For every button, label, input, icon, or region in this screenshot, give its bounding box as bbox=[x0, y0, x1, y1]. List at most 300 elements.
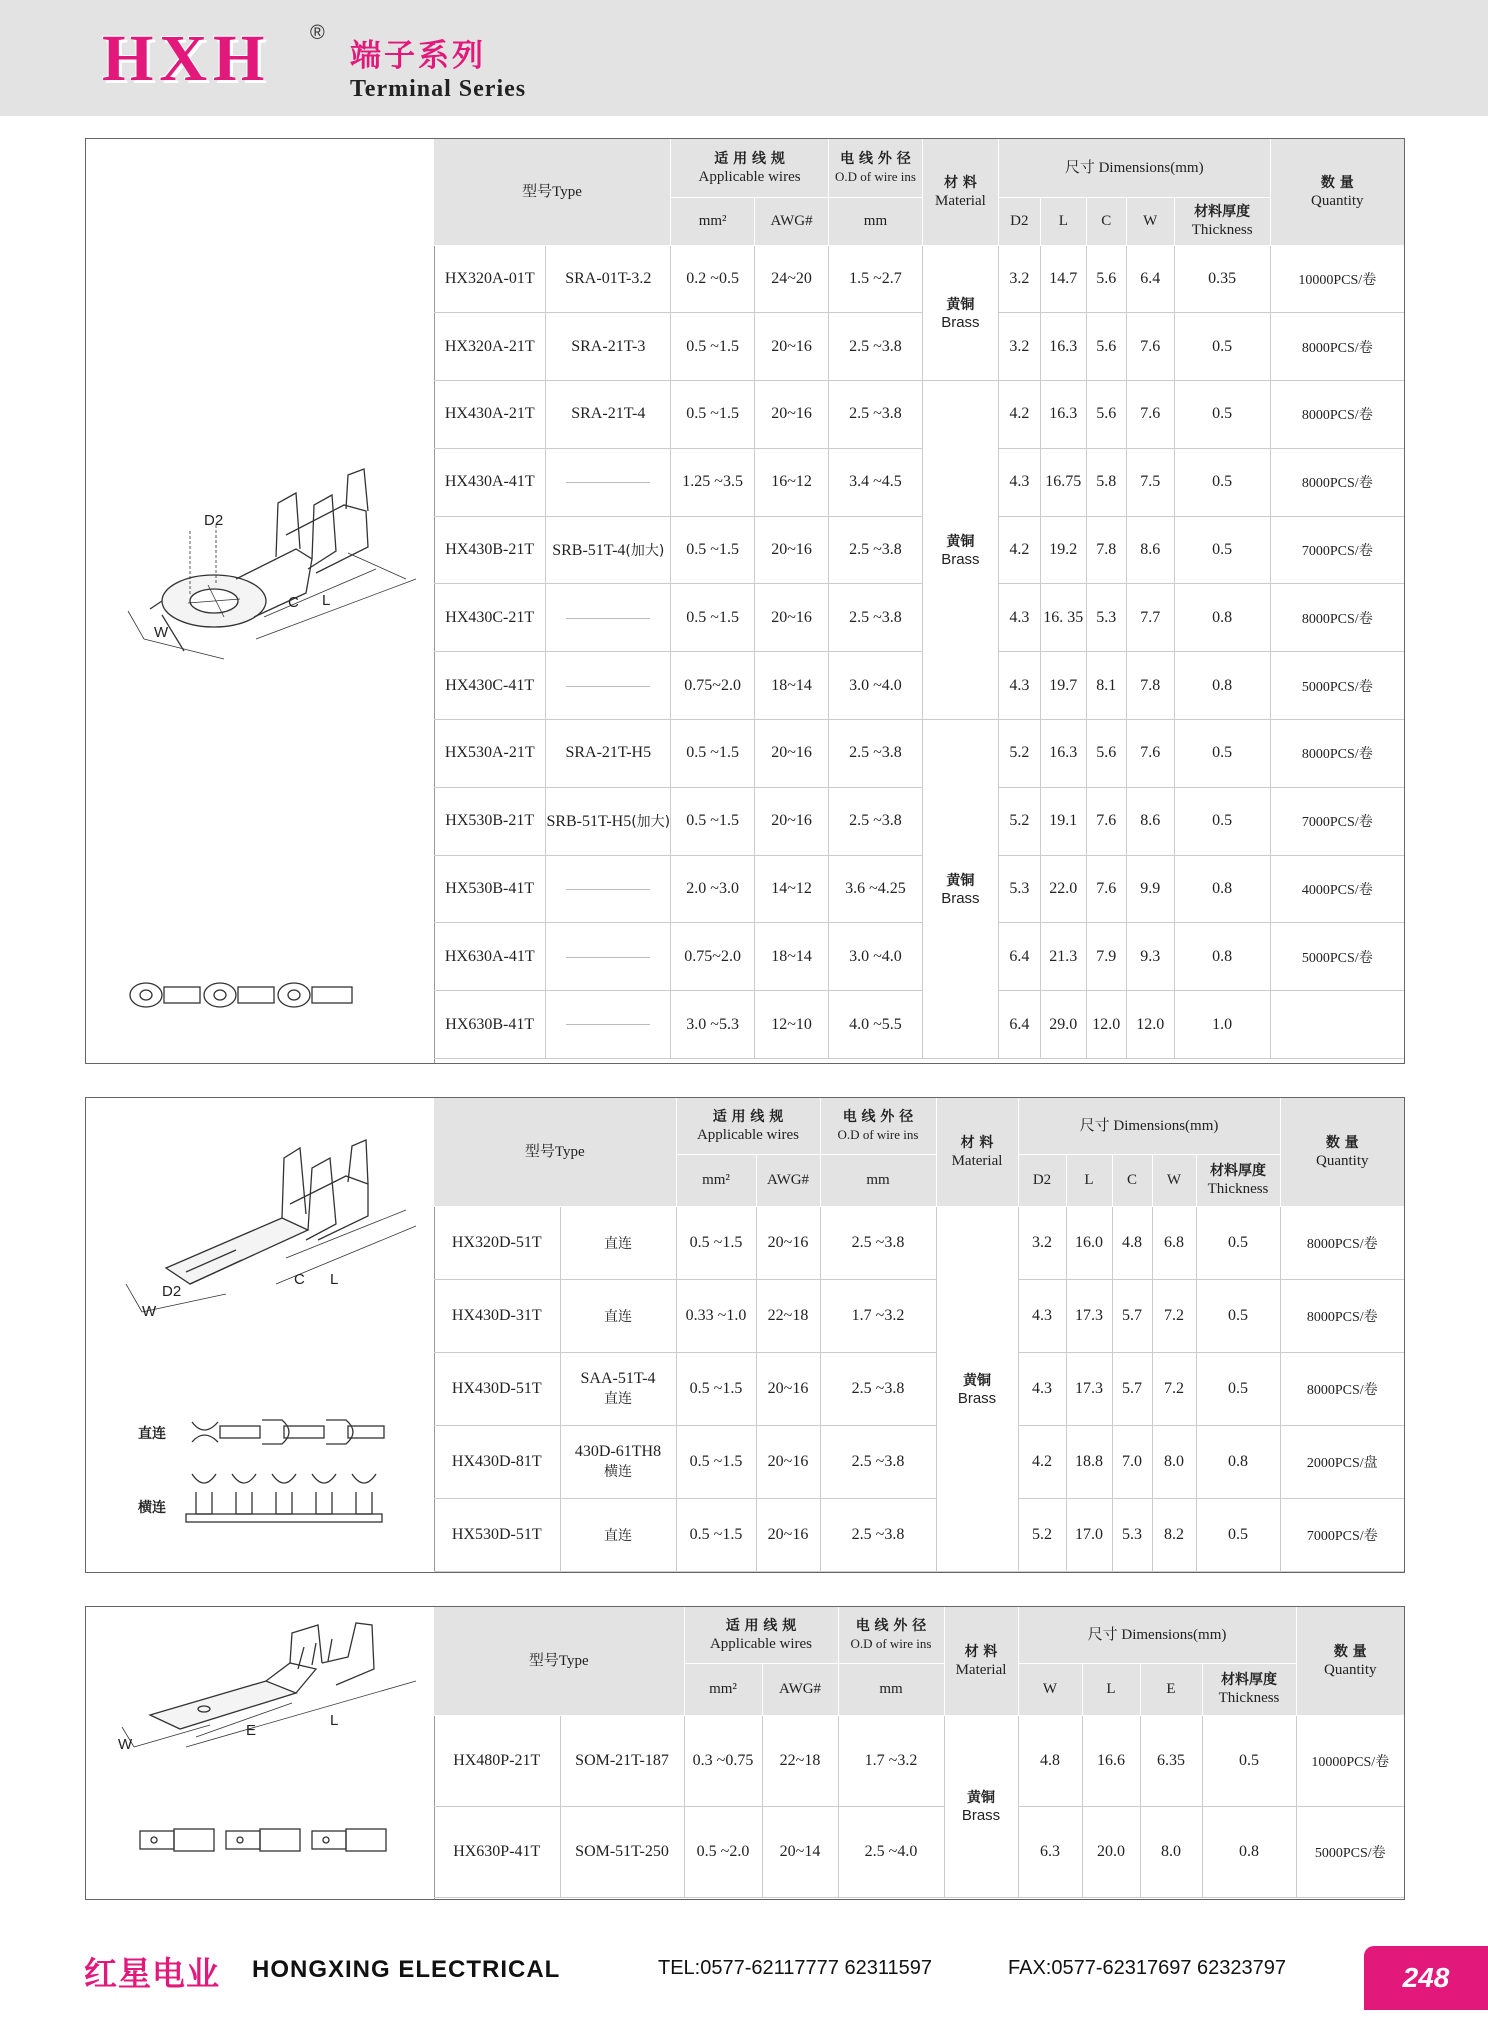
wire-mm2: 1.25 ~3.5 bbox=[671, 448, 755, 516]
wire-mm2: 0.5 ~2.0 bbox=[684, 1806, 762, 1897]
table-row bbox=[434, 720, 1404, 788]
wire-od: 1.5 ~2.7 bbox=[828, 245, 922, 313]
brass-cn: 黄铜 bbox=[946, 534, 975, 551]
series-title-en: Terminal Series bbox=[350, 76, 527, 102]
dim-thickness: 0.5 bbox=[1174, 313, 1270, 381]
col-w: W bbox=[1018, 1663, 1082, 1715]
cross-reference bbox=[546, 652, 671, 720]
dim-w: 7.2 bbox=[1152, 1352, 1196, 1425]
wire-awg: 14~12 bbox=[755, 855, 829, 923]
reference-code: SRB-51T-H5 bbox=[546, 813, 632, 831]
dim-l: 17.0 bbox=[1066, 1499, 1112, 1572]
dim-thickness: 0.8 bbox=[1174, 584, 1270, 652]
cross-reference bbox=[546, 991, 671, 1059]
col-mm: mm bbox=[828, 197, 922, 245]
dim-l: 19.1 bbox=[1040, 787, 1086, 855]
wire-mm2: 0.3 ~0.75 bbox=[684, 1715, 762, 1806]
company-name-cn: 红星电业 bbox=[84, 1954, 220, 1993]
dim-l: 20.0 bbox=[1082, 1806, 1140, 1897]
dim-w: 8.6 bbox=[1126, 787, 1174, 855]
cross-reference bbox=[560, 1499, 676, 1572]
table-row bbox=[434, 448, 1404, 516]
table-row bbox=[434, 787, 1404, 855]
model-number: HX430A-21T bbox=[434, 381, 546, 449]
dim-w: 6.4 bbox=[1126, 245, 1174, 313]
dim-thickness: 0.5 bbox=[1196, 1352, 1280, 1425]
table-row bbox=[434, 855, 1404, 923]
ring-terminal-table bbox=[434, 139, 1404, 1059]
reference-note: (加大) bbox=[625, 543, 665, 560]
quantity: 5000PCS/卷 bbox=[1296, 1806, 1404, 1897]
material-brass bbox=[936, 1206, 1018, 1572]
wire-mm2: 0.75~2.0 bbox=[671, 923, 755, 991]
col-mm2: mm² bbox=[684, 1663, 762, 1715]
model-number: HX530B-21T bbox=[434, 787, 546, 855]
wire-od: 2.5 ~3.8 bbox=[828, 720, 922, 788]
quantity: 8000PCS/卷 bbox=[1280, 1206, 1404, 1279]
quantity: 8000PCS/卷 bbox=[1280, 1279, 1404, 1352]
cross-reference bbox=[546, 923, 671, 991]
col-wires: 适 用 线 规 Applicable wires bbox=[684, 1607, 838, 1663]
brass-en: Brass bbox=[941, 551, 980, 569]
brass-en: Brass bbox=[957, 1389, 997, 1407]
model-number: HX320A-01T bbox=[434, 245, 546, 313]
reference-code: SOM-21T-187 bbox=[575, 1751, 669, 1769]
model-number: HX430D-81T bbox=[434, 1426, 560, 1499]
dim-l: 14.7 bbox=[1040, 245, 1086, 313]
wire-awg: 20~16 bbox=[755, 313, 829, 381]
dim-thickness: 0.8 bbox=[1174, 652, 1270, 720]
dim-l: 17.3 bbox=[1066, 1279, 1112, 1352]
col-w: W bbox=[1126, 197, 1174, 245]
col-type: 型号Type bbox=[434, 139, 671, 245]
table-row bbox=[434, 1352, 1404, 1425]
wire-mm2: 0.5 ~1.5 bbox=[671, 313, 755, 381]
wire-awg: 16~12 bbox=[755, 448, 829, 516]
empty-dash bbox=[566, 686, 650, 687]
wire-od: 3.6 ~4.25 bbox=[828, 855, 922, 923]
col-l: L bbox=[1082, 1663, 1140, 1715]
wire-mm2: 0.5 ~1.5 bbox=[676, 1206, 756, 1279]
dim-c: 7.6 bbox=[1086, 855, 1126, 923]
dim-thickness: 0.5 bbox=[1196, 1206, 1280, 1279]
brass-en: Brass bbox=[961, 1807, 1001, 1824]
quantity: 10000PCS/卷 bbox=[1296, 1715, 1404, 1806]
dim-d2: 4.3 bbox=[998, 652, 1040, 720]
dim-w: 7.7 bbox=[1126, 584, 1174, 652]
dim-label-d2: D2 bbox=[204, 512, 224, 529]
dim-d2: 4.3 bbox=[1018, 1279, 1066, 1352]
col-dimensions: 尺寸 Dimensions(mm) bbox=[1018, 1098, 1280, 1154]
dim-c: 12.0 bbox=[1086, 991, 1126, 1059]
material-brass bbox=[922, 720, 998, 1059]
dim-d2: 5.3 bbox=[998, 855, 1040, 923]
model-number: HX530D-51T bbox=[434, 1499, 560, 1572]
model-number: HX630B-41T bbox=[434, 991, 546, 1059]
col-thickness: 材料厚度 Thickness bbox=[1202, 1663, 1296, 1715]
cross-reference bbox=[560, 1352, 676, 1425]
dim-label-l: L bbox=[330, 1712, 339, 1729]
wire-awg: 20~16 bbox=[756, 1352, 820, 1425]
wire-awg: 20~16 bbox=[755, 381, 829, 449]
dim-c: 8.1 bbox=[1086, 652, 1126, 720]
reference-code: SRA-21T-H5 bbox=[565, 744, 652, 762]
dim-w: 7.6 bbox=[1126, 381, 1174, 449]
empty-dash bbox=[566, 957, 650, 958]
dim-l: 21.3 bbox=[1040, 923, 1086, 991]
cross-reference bbox=[546, 855, 671, 923]
reference-code: SRA-01T-3.2 bbox=[565, 269, 652, 287]
wire-awg: 18~14 bbox=[755, 652, 829, 720]
col-type: 型号Type bbox=[434, 1607, 684, 1715]
dim-thickness: 0.5 bbox=[1174, 720, 1270, 788]
cross-reference bbox=[546, 584, 671, 652]
brass-cn: 黄铜 bbox=[946, 873, 975, 890]
dim-label-c: C bbox=[294, 1271, 305, 1288]
dim-thickness: 0.5 bbox=[1202, 1715, 1296, 1806]
table-row bbox=[434, 313, 1404, 381]
table-row bbox=[434, 1206, 1404, 1279]
table-row bbox=[434, 516, 1404, 584]
brass-cn: 黄铜 bbox=[967, 1790, 995, 1806]
table-row bbox=[434, 652, 1404, 720]
col-wires: 适 用 线 规 Applicable wires bbox=[671, 139, 829, 197]
cross-reference bbox=[546, 381, 671, 449]
quantity: 7000PCS/卷 bbox=[1270, 787, 1404, 855]
wire-mm2: 0.2 ~0.5 bbox=[671, 245, 755, 313]
ring-terminal-panel bbox=[85, 138, 1405, 1064]
quantity: 2000PCS/盘 bbox=[1280, 1426, 1404, 1499]
col-dimensions: 尺寸 Dimensions(mm) bbox=[1018, 1607, 1296, 1663]
dim-label-l: L bbox=[330, 1271, 339, 1288]
cross-reference bbox=[560, 1426, 676, 1499]
col-dimensions: 尺寸 Dimensions(mm) bbox=[998, 139, 1270, 197]
wire-od: 2.5 ~3.8 bbox=[828, 787, 922, 855]
series-title-cn: 端子系列 bbox=[350, 38, 486, 74]
col-w: W bbox=[1152, 1154, 1196, 1206]
cross-reference bbox=[560, 1806, 684, 1897]
dim-c: 5.7 bbox=[1112, 1352, 1152, 1425]
brass-cn: 黄铜 bbox=[963, 1372, 991, 1389]
dim-d2: 4.3 bbox=[1018, 1352, 1066, 1425]
model-number: HX430B-21T bbox=[434, 516, 546, 584]
dim-label-e: E bbox=[246, 1722, 257, 1739]
dim-w: 6.8 bbox=[1152, 1206, 1196, 1279]
dim-w: 7.8 bbox=[1126, 652, 1174, 720]
dim-thickness: 0.35 bbox=[1174, 245, 1270, 313]
telephone: TEL:0577-62117777 62311597 bbox=[658, 1957, 932, 1979]
dim-c: 7.0 bbox=[1112, 1426, 1152, 1499]
col-awg: AWG# bbox=[756, 1154, 820, 1206]
dim-thickness: 1.0 bbox=[1174, 991, 1270, 1059]
wire-awg: 22~18 bbox=[756, 1279, 820, 1352]
model-number: HX430C-21T bbox=[434, 584, 546, 652]
wire-mm2: 0.5 ~1.5 bbox=[671, 720, 755, 788]
col-wires: 适 用 线 规 Applicable wires bbox=[676, 1098, 820, 1154]
dim-w: 7.2 bbox=[1152, 1279, 1196, 1352]
wire-mm2: 2.0 ~3.0 bbox=[671, 855, 755, 923]
wire-awg: 20~16 bbox=[755, 516, 829, 584]
dim-thickness: 0.8 bbox=[1174, 923, 1270, 991]
reference-code: SRA-21T-3 bbox=[571, 337, 646, 355]
dim-thickness: 0.8 bbox=[1174, 855, 1270, 923]
dim-l: 16.3 bbox=[1040, 313, 1086, 381]
dim-l: 16.3 bbox=[1040, 381, 1086, 449]
reference-note: 直连 bbox=[604, 1390, 632, 1407]
quantity: 8000PCS/卷 bbox=[1270, 381, 1404, 449]
page-header bbox=[0, 0, 1488, 116]
dim-c: 5.6 bbox=[1086, 720, 1126, 788]
dim-l: 22.0 bbox=[1040, 855, 1086, 923]
company-name-en: HONGXING ELECTRICAL bbox=[252, 1956, 561, 1983]
dim-thickness: 0.5 bbox=[1174, 381, 1270, 449]
model-number: HX530A-21T bbox=[434, 720, 546, 788]
fork-strip-straight bbox=[192, 1420, 384, 1444]
dim-l: 16.3 bbox=[1040, 720, 1086, 788]
wire-od: 2.5 ~3.8 bbox=[820, 1426, 936, 1499]
col-mm: mm bbox=[838, 1663, 944, 1715]
wire-awg: 18~14 bbox=[755, 923, 829, 991]
ring-terminal-drawing bbox=[86, 139, 435, 1063]
strip-label-straight: 直连 bbox=[138, 1426, 166, 1442]
reference-note: 直连 bbox=[604, 1235, 632, 1252]
wire-od: 2.5 ~3.8 bbox=[820, 1499, 936, 1572]
col-d2: D2 bbox=[998, 197, 1040, 245]
dim-w: 12.0 bbox=[1126, 991, 1174, 1059]
wire-od: 3.0 ~4.0 bbox=[828, 652, 922, 720]
wire-awg: 20~16 bbox=[755, 787, 829, 855]
col-l: L bbox=[1066, 1154, 1112, 1206]
strip-label-cross: 横连 bbox=[138, 1500, 166, 1516]
dim-label-w: W bbox=[118, 1736, 133, 1753]
dim-c: 5.6 bbox=[1086, 381, 1126, 449]
empty-dash bbox=[566, 482, 650, 483]
col-quantity: 数 量 Quantity bbox=[1296, 1607, 1404, 1715]
model-number: HX430D-31T bbox=[434, 1279, 560, 1352]
brass-cn: 黄铜 bbox=[946, 296, 975, 313]
wire-awg: 24~20 bbox=[755, 245, 829, 313]
wire-awg: 20~16 bbox=[756, 1426, 820, 1499]
dim-e: 8.0 bbox=[1140, 1806, 1202, 1897]
dim-thickness: 0.5 bbox=[1196, 1499, 1280, 1572]
cross-reference bbox=[546, 245, 671, 313]
table-row bbox=[434, 1279, 1404, 1352]
reference-note: (加大) bbox=[631, 814, 671, 831]
dim-d2: 3.2 bbox=[998, 245, 1040, 313]
material-brass bbox=[922, 245, 998, 381]
quantity: 4000PCS/卷 bbox=[1270, 855, 1404, 923]
empty-dash bbox=[566, 889, 650, 890]
blade-terminal-panel bbox=[85, 1606, 1405, 1900]
table-row bbox=[434, 1426, 1404, 1499]
col-type: 型号Type bbox=[434, 1098, 676, 1206]
wire-od: 1.7 ~3.2 bbox=[838, 1715, 944, 1806]
dim-w: 7.6 bbox=[1126, 313, 1174, 381]
dim-label-w: W bbox=[142, 1303, 157, 1320]
wire-od: 2.5 ~3.8 bbox=[820, 1352, 936, 1425]
quantity: 8000PCS/卷 bbox=[1280, 1352, 1404, 1425]
dim-c: 5.8 bbox=[1086, 448, 1126, 516]
dim-w: 8.2 bbox=[1152, 1499, 1196, 1572]
dim-d2: 3.2 bbox=[998, 313, 1040, 381]
wire-awg: 12~10 bbox=[755, 991, 829, 1059]
dim-c: 5.6 bbox=[1086, 245, 1126, 313]
dim-d2: 4.3 bbox=[998, 448, 1040, 516]
col-material: 材 料 Material bbox=[944, 1607, 1018, 1715]
wire-od: 3.0 ~4.0 bbox=[828, 923, 922, 991]
wire-mm2: 0.5 ~1.5 bbox=[676, 1426, 756, 1499]
dim-c: 7.9 bbox=[1086, 923, 1126, 991]
wire-awg: 20~16 bbox=[756, 1499, 820, 1572]
col-material: 材 料 Material bbox=[922, 139, 998, 245]
table-row bbox=[434, 1499, 1404, 1572]
table-row bbox=[434, 245, 1404, 313]
blade-terminal-drawing bbox=[86, 1607, 435, 1899]
quantity: 8000PCS/卷 bbox=[1270, 448, 1404, 516]
dim-d2: 6.4 bbox=[998, 991, 1040, 1059]
col-od: 电 线 外 径 O.D of wire ins bbox=[838, 1607, 944, 1663]
quantity bbox=[1270, 991, 1404, 1059]
dim-thickness: 0.8 bbox=[1196, 1426, 1280, 1499]
brand-logo: HXH bbox=[102, 22, 271, 95]
dim-d2: 4.2 bbox=[998, 381, 1040, 449]
fork-terminal-drawing bbox=[86, 1098, 435, 1572]
dim-w: 8.0 bbox=[1152, 1426, 1196, 1499]
quantity: 7000PCS/卷 bbox=[1280, 1499, 1404, 1572]
dim-l: 16.0 bbox=[1066, 1206, 1112, 1279]
dim-l: 16.6 bbox=[1082, 1715, 1140, 1806]
col-e: E bbox=[1140, 1663, 1202, 1715]
blade-terminal-strip bbox=[140, 1829, 386, 1851]
dim-d2: 5.2 bbox=[998, 787, 1040, 855]
quantity: 8000PCS/卷 bbox=[1270, 313, 1404, 381]
wire-od: 4.0 ~5.5 bbox=[828, 991, 922, 1059]
model-number: HX530B-41T bbox=[434, 855, 546, 923]
table-row bbox=[434, 584, 1404, 652]
dim-thickness: 0.5 bbox=[1174, 448, 1270, 516]
wire-awg: 20~16 bbox=[755, 720, 829, 788]
dim-d2: 4.2 bbox=[1018, 1426, 1066, 1499]
empty-dash bbox=[566, 618, 650, 619]
wire-mm2: 3.0 ~5.3 bbox=[671, 991, 755, 1059]
brass-en: Brass bbox=[941, 313, 980, 331]
wire-od: 2.5 ~3.8 bbox=[828, 584, 922, 652]
dim-label-l: L bbox=[322, 592, 331, 609]
reference-code: SRB-51T-4 bbox=[552, 542, 626, 560]
quantity: 5000PCS/卷 bbox=[1270, 923, 1404, 991]
registered-mark: ® bbox=[310, 22, 325, 44]
model-number: HX320A-21T bbox=[434, 313, 546, 381]
col-thickness: 材料厚度 Thickness bbox=[1196, 1154, 1280, 1206]
col-thickness: 材料厚度 Thickness bbox=[1174, 197, 1270, 245]
dim-w: 6.3 bbox=[1018, 1806, 1082, 1897]
dim-label-w: W bbox=[154, 624, 169, 641]
empty-dash bbox=[566, 1024, 650, 1025]
fax: FAX:0577-62317697 62323797 bbox=[1008, 1957, 1287, 1979]
wire-mm2: 0.33 ~1.0 bbox=[676, 1279, 756, 1352]
fork-strip-cross bbox=[186, 1474, 382, 1522]
wire-mm2: 0.5 ~1.5 bbox=[676, 1499, 756, 1572]
reference-code: 430D-61TH8 bbox=[574, 1443, 662, 1461]
model-number: HX430D-51T bbox=[434, 1352, 560, 1425]
model-number: HX430A-41T bbox=[434, 448, 546, 516]
dim-c: 5.3 bbox=[1112, 1499, 1152, 1572]
cross-reference bbox=[546, 787, 671, 855]
quantity: 8000PCS/卷 bbox=[1270, 720, 1404, 788]
blade-terminal-table bbox=[434, 1607, 1404, 1898]
dim-w: 7.5 bbox=[1126, 448, 1174, 516]
table-row bbox=[434, 1806, 1404, 1897]
dim-d2: 6.4 bbox=[998, 923, 1040, 991]
dim-d2: 5.2 bbox=[1018, 1499, 1066, 1572]
dim-w: 9.3 bbox=[1126, 923, 1174, 991]
dim-w: 9.9 bbox=[1126, 855, 1174, 923]
dim-d2: 5.2 bbox=[998, 720, 1040, 788]
col-od: 电 线 外 径 O.D of wire ins bbox=[828, 139, 922, 197]
col-l: L bbox=[1040, 197, 1086, 245]
wire-awg: 20~16 bbox=[756, 1206, 820, 1279]
quantity: 7000PCS/卷 bbox=[1270, 516, 1404, 584]
col-material: 材 料 Material bbox=[936, 1098, 1018, 1206]
model-number: HX630P-41T bbox=[434, 1806, 560, 1897]
dim-d2: 4.2 bbox=[998, 516, 1040, 584]
wire-od: 1.7 ~3.2 bbox=[820, 1279, 936, 1352]
dim-d2: 4.3 bbox=[998, 584, 1040, 652]
dim-l: 17.3 bbox=[1066, 1352, 1112, 1425]
dim-c: 5.3 bbox=[1086, 584, 1126, 652]
dim-w: 8.6 bbox=[1126, 516, 1174, 584]
wire-od: 2.5 ~4.0 bbox=[838, 1806, 944, 1897]
wire-od: 3.4 ~4.5 bbox=[828, 448, 922, 516]
col-d2: D2 bbox=[1018, 1154, 1066, 1206]
wire-mm2: 0.5 ~1.5 bbox=[671, 381, 755, 449]
col-mm2: mm² bbox=[671, 197, 755, 245]
col-mm2: mm² bbox=[676, 1154, 756, 1206]
cross-reference bbox=[546, 448, 671, 516]
wire-od: 2.5 ~3.8 bbox=[828, 313, 922, 381]
quantity: 5000PCS/卷 bbox=[1270, 652, 1404, 720]
quantity: 10000PCS/卷 bbox=[1270, 245, 1404, 313]
material-brass bbox=[944, 1715, 1018, 1897]
wire-mm2: 0.5 ~1.5 bbox=[676, 1352, 756, 1425]
dim-c: 5.6 bbox=[1086, 313, 1126, 381]
table-row bbox=[434, 923, 1404, 991]
col-c: C bbox=[1112, 1154, 1152, 1206]
reference-note: 直连 bbox=[604, 1308, 632, 1325]
col-quantity: 数 量 Quantity bbox=[1280, 1098, 1404, 1206]
model-number: HX480P-21T bbox=[434, 1715, 560, 1806]
wire-mm2: 0.5 ~1.5 bbox=[671, 584, 755, 652]
cross-reference bbox=[546, 516, 671, 584]
col-mm: mm bbox=[820, 1154, 936, 1206]
dim-l: 16.75 bbox=[1040, 448, 1086, 516]
reference-note: 横连 bbox=[604, 1464, 632, 1481]
dim-w: 7.6 bbox=[1126, 720, 1174, 788]
wire-awg: 22~18 bbox=[762, 1715, 838, 1806]
dim-e: 6.35 bbox=[1140, 1715, 1202, 1806]
dim-l: 19.2 bbox=[1040, 516, 1086, 584]
dim-c: 7.6 bbox=[1086, 787, 1126, 855]
dim-l: 18.8 bbox=[1066, 1426, 1112, 1499]
wire-awg: 20~14 bbox=[762, 1806, 838, 1897]
cross-reference bbox=[546, 313, 671, 381]
dim-label-c: C bbox=[288, 594, 299, 611]
reference-code: SRA-21T-4 bbox=[571, 405, 646, 423]
model-number: HX630A-41T bbox=[434, 923, 546, 991]
dim-w: 4.8 bbox=[1018, 1715, 1082, 1806]
page-number: 248 bbox=[1364, 1946, 1488, 2010]
dim-thickness: 0.5 bbox=[1196, 1279, 1280, 1352]
